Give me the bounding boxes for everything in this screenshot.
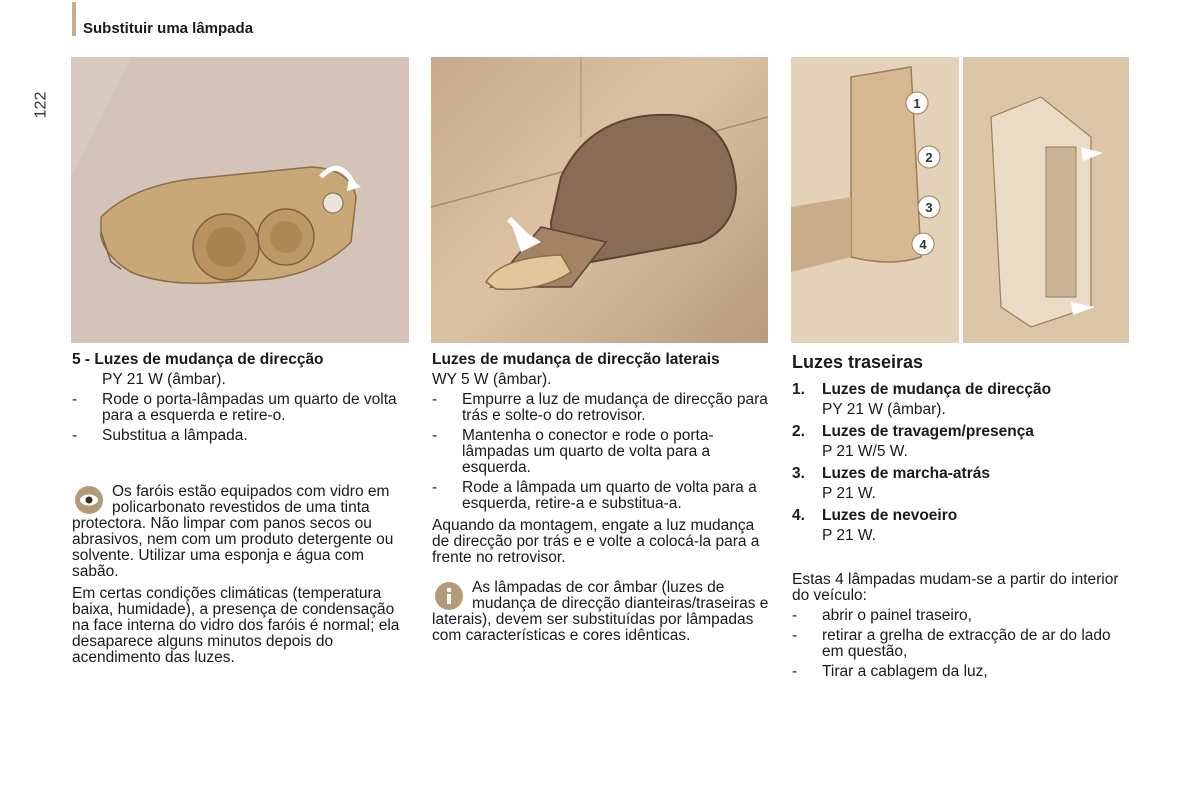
headlamp-illustration	[71, 57, 409, 343]
list-item: 4. Luzes de nevoeiro	[792, 507, 958, 524]
condensation-note: Em certas condições climáticas (temperatura baixa, humidade), a presença de condensação na face interna do vidro dos faróis é normal; ela desaparece alguns minutos depois do acendimento das luzes.	[72, 585, 400, 666]
list-item: 2. Luzes de travagem/presença	[792, 423, 1034, 440]
rear-lights-section	[792, 352, 1132, 680]
info-icon	[434, 581, 464, 611]
bulb-spec: P 21 W.	[822, 527, 876, 544]
bulb-spec: P 21 W/5 W.	[822, 443, 908, 460]
list-item: - Tirar a cablagem da luz,	[792, 663, 988, 680]
page-number: 122	[32, 91, 50, 119]
rear-lights-illustration	[791, 57, 1129, 343]
bulb-spec: PY 21 W (âmbar).	[102, 371, 226, 388]
section-title: Luzes traseiras	[792, 352, 924, 372]
bulb-spec: P 21 W.	[822, 485, 876, 502]
mirror-illustration	[431, 57, 768, 343]
list-item: - Empurre a luz de mudança de direcção para trás e solte-o do retrovisor.	[432, 391, 768, 424]
assembly-note: Aquando da montagem, engate a luz mudança de direcção por trás e e volte a colocá-la para a frente no retrovisor.	[432, 517, 760, 566]
eye-icon	[74, 485, 104, 515]
mirror-drawing	[431, 57, 768, 343]
section-heading: 5 - Luzes de mudança de direcção	[72, 351, 324, 368]
list-item: 1. Luzes de mudança de direcção	[792, 381, 1052, 398]
note-text: Os faróis estão equipados com vidro em policarbonato revestidos de uma tinta protectora. Não limpar com panos secos ou abrasivos, nem com um produto detergente ou solvente. Utilizar uma esponja e água com sabão.	[72, 483, 394, 580]
front-indicator-section	[72, 352, 412, 666]
list-item: - Substitua a lâmpada.	[72, 427, 248, 444]
callout-4: 4	[919, 237, 927, 252]
section-heading: Luzes de mudança de direcção laterais	[432, 351, 720, 368]
list-item: - retirar a grelha de extracção de ar do lado em questão,	[792, 627, 1111, 660]
list-item: - abrir o painel traseiro,	[792, 607, 972, 624]
callout-3: 3	[925, 200, 933, 215]
bulb-spec: WY 5 W (âmbar).	[432, 371, 552, 388]
intro-text: Estas 4 lâmpadas mudam-se a partir do interior do veículo:	[792, 571, 1119, 604]
page-title: Substituir uma lâmpada	[83, 20, 254, 37]
list-item: - Rode o porta-lâmpadas um quarto de volta para a esquerda e retire-o.	[72, 391, 397, 424]
side-indicator-section	[432, 352, 772, 644]
list-item: 3. Luzes de marcha-atrás	[792, 465, 990, 482]
headlamp-drawing	[71, 57, 409, 343]
header-accent-bar	[72, 2, 76, 36]
care-note	[72, 484, 412, 580]
callout-1: 1	[913, 96, 921, 111]
info-note	[432, 580, 772, 644]
list-item: - Mantenha o conector e rode o porta-lâmpadas um quarto de volta para a esquerda.	[432, 427, 714, 476]
rear-lights-drawing	[791, 57, 1129, 343]
callout-2: 2	[925, 150, 933, 165]
list-item: - Rode a lâmpada um quarto de volta para a esquerda, retire-a e substitua-a.	[432, 479, 757, 512]
note-text: As lâmpadas de cor âmbar (luzes de mudança de direcção dianteiras/traseiras e laterais), devem ser substituídas por lâmpadas com características e cores idênticas.	[432, 579, 769, 644]
bulb-spec: PY 21 W (âmbar).	[822, 401, 946, 418]
